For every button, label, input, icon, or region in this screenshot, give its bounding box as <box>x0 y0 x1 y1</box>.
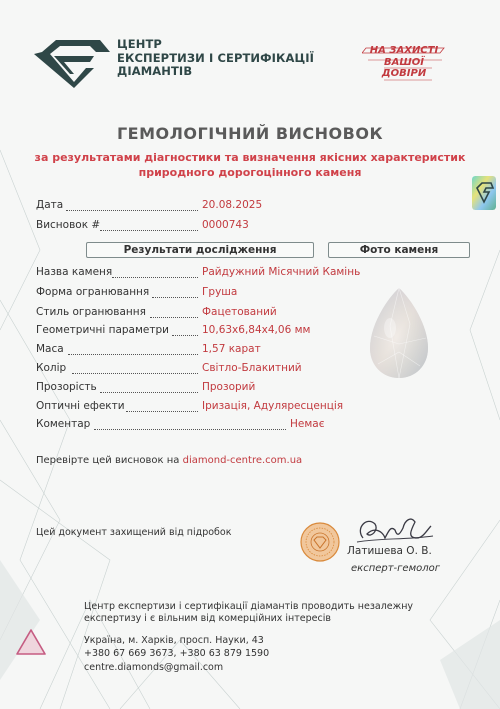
result-value: Райдужний Місячний Камінь <box>202 266 361 278</box>
number-label: Висновок # <box>36 219 101 231</box>
result-label: Колір <box>36 362 67 374</box>
stamp-line3: ДОВІРИ <box>381 68 427 79</box>
result-leader <box>68 354 198 355</box>
org-name-line2: ЕКСПЕРТИЗИ І СЕРТИФІКАЦІЇ <box>117 50 315 65</box>
slogan-stamp <box>362 42 446 82</box>
result-leader <box>94 429 286 430</box>
subtitle-line2: природного дорогоцінного каменя <box>138 166 362 179</box>
diamond-logo-icon <box>34 38 112 88</box>
org-name-line3: ДІАМАНТІВ <box>117 64 193 78</box>
stamp-line2: ВАШОЇ <box>384 57 424 68</box>
result-label: Прозорість <box>36 381 97 393</box>
result-leader <box>100 392 198 393</box>
signature-mark <box>345 508 435 548</box>
result-value: Світло-Блакитний <box>202 362 302 374</box>
signer-role: експерт-гемолог <box>351 563 440 574</box>
organization-name <box>117 38 314 79</box>
verify-link[interactable]: diamond-centre.com.ua <box>182 455 303 466</box>
photo-heading: Фото каменя <box>328 242 470 258</box>
date-label: Дата <box>36 199 64 211</box>
result-leader <box>150 317 198 318</box>
date-leader <box>66 210 198 211</box>
result-label: Стиль огранювання <box>36 306 146 318</box>
result-label: Маса <box>36 343 64 355</box>
number-leader <box>100 230 198 231</box>
result-leader <box>172 335 198 336</box>
signer-name: Латишева О. В. <box>347 545 432 557</box>
result-value: Прозорий <box>202 381 256 393</box>
result-value: Груша <box>202 286 238 298</box>
number-value: 0000743 <box>202 219 249 231</box>
result-value: Немає <box>290 418 325 430</box>
footer-phones: +380 67 669 3673, +380 63 879 1590 <box>84 648 270 659</box>
hologram-icon <box>472 176 496 210</box>
document-subtitle <box>20 150 480 180</box>
result-leader <box>152 297 198 298</box>
subtitle-line1: за результатами діагностики та визначення якісних характеристик <box>34 151 466 164</box>
result-label: Геометричні параметри <box>36 324 169 336</box>
result-label: Коментар <box>36 418 91 430</box>
verify-note <box>36 455 302 466</box>
result-label: Форма огранювання <box>36 286 150 298</box>
footer-statement-line1: Центр експертизи і сертифікації діамантів проводить незалежну <box>84 601 414 612</box>
result-value: 1,57 карат <box>202 343 261 355</box>
protection-note: Цей документ захищений від підробок <box>36 527 232 538</box>
results-heading: Результати дослідження <box>86 242 314 258</box>
seal-icon <box>300 522 340 562</box>
footer-statement-line2: експертизу і є вільним від комерційних інтересів <box>84 613 331 624</box>
org-name-line1: ЦЕНТР <box>117 37 162 51</box>
result-value: Фацетований <box>202 306 277 318</box>
result-value: Іризація, Адуляресценція <box>202 400 344 412</box>
result-leader <box>126 411 198 412</box>
document-title: ГЕМОЛОГІЧНИЙ ВИСНОВОК <box>116 124 384 143</box>
footer-address: Україна, м. Харків, просп. Науки, 43 <box>84 635 264 646</box>
verify-text: Перевірте цей висновок на <box>36 455 180 466</box>
result-value: 10,63x6,84x4,06 мм <box>202 324 311 336</box>
triangle-icon <box>15 628 47 656</box>
footer-email[interactable]: centre.diamonds@gmail.com <box>84 662 224 673</box>
result-label: Назва каменя <box>36 266 113 278</box>
moonstone-photo <box>368 286 430 380</box>
stamp-line1: НА ЗАХИСТІ <box>369 45 439 56</box>
result-label: Оптичні ефекти <box>36 400 125 412</box>
result-leader <box>112 277 198 278</box>
date-value: 20.08.2025 <box>202 199 263 211</box>
result-leader <box>72 373 198 374</box>
